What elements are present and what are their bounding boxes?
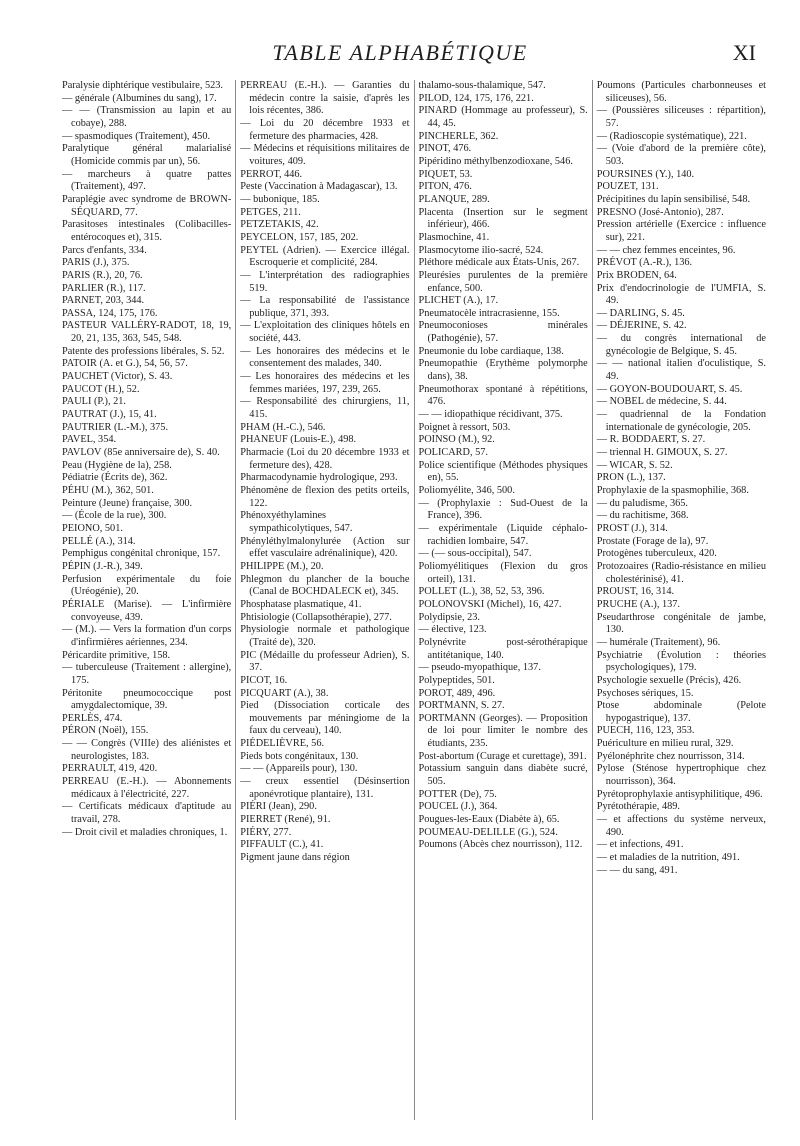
index-entry: PILOD, 124, 175, 176, 221. (418, 92, 534, 104)
index-entry: Parcs d'enfants, 334. (62, 244, 147, 256)
index-entry: Pemphigus congénital chronique, 157. (62, 548, 221, 560)
index-entry: PUECH, 116, 123, 353. (596, 725, 695, 737)
index-entry: PAUCOT (H.), 52. (62, 383, 140, 395)
index-entry: — — idiopathique récidivant, 375. (418, 409, 563, 421)
index-entry: — et infections, 491. (596, 839, 684, 851)
index-entry: Puériculture en milieu rural, 329. (596, 738, 734, 750)
index-entry: Péricardite primitive, 158. (62, 649, 171, 661)
index-entry: — tuberculeuse (Traitement : allergine), 175. (62, 662, 232, 686)
index-entry: PICQUART (A.), 38. (240, 687, 329, 699)
page-title: TABLE ALPHABÉTIQUE (272, 40, 528, 65)
index-entry: PAVEL, 354. (62, 434, 117, 446)
index-entry: PLANQUE, 289. (418, 193, 490, 205)
index-entry: PASSA, 124, 175, 176. (62, 307, 158, 319)
index-entry: — (École de la rue), 300. (62, 510, 167, 522)
index-entry: — générale (Albumines du sang), 17. (62, 92, 217, 104)
index-entry: POLLET (L.), 38, 52, 53, 396. (418, 586, 545, 598)
index-entry: Pseudarthrose congénitale de jambe, 130. (596, 611, 766, 636)
index-entry: PETZETAKIS, 42. (240, 219, 319, 231)
index-entry: Polypeptides, 501. (418, 674, 495, 686)
index-entry: PÉRIALE (Marise). — L'infirmière convoyeuse, 439. (62, 598, 232, 623)
index-entry: Peinture (Jeune) française, 300. (62, 497, 193, 509)
index-entry: Prix BRODEN, 64. (596, 269, 677, 281)
index-entry: PICOT, 16. (240, 674, 288, 686)
index-entry: PELLÉ (A.), 314. (62, 535, 136, 547)
index-entry: Péritonite pneumococcique post amygdalectomique, 39. (62, 687, 232, 712)
index-entry: Pied (Dissociation corticale des mouvements par méningiome de la faux du cerveau), 140. (240, 700, 410, 737)
index-entry: PERLÈS, 474. (62, 712, 123, 724)
index-entry: PIÉDELIÈVRE, 56. (240, 738, 325, 750)
index-entry: PINOT, 476. (418, 143, 472, 155)
index-entry: Pyrétoprophylaxie antisyphilitique, 496. (596, 788, 763, 800)
index-entry: Protozoaires (Radio-résistance en milieu cholestérinisé), 41. (596, 560, 766, 585)
index-entry: — (Prophylaxie : Sud-Ouest de la France), 396. (418, 497, 588, 522)
index-entry: Pneumopathie (Erythème polymorphe dans), 38. (418, 358, 588, 383)
index-entry: Poignet à ressort, 503. (418, 421, 511, 433)
index-entry: — triennal H. GIMOUX, S. 27. (596, 447, 728, 459)
index-entry: — GOYON-BOUDOUART, S. 45. (596, 383, 743, 395)
index-entry: Patente des professions libérales, S. 52. (62, 345, 225, 357)
index-entry: PATOIR (A. et G.), 54, 56, 57. (62, 358, 188, 370)
index-entry: Plasmochine, 41. (418, 231, 490, 243)
index-entry: — NOBEL de médecine, S. 44. (596, 396, 727, 408)
index-entry: Poumons (Particules charbonneuses et siliceuses), 56. (596, 80, 766, 104)
index-entry: Parasitoses intestinales (Colibacilles-entérocoques et), 315. (62, 219, 232, 243)
index-entry: PAUCHET (Victor), S. 43. (62, 371, 173, 383)
index-entry: — du paludisme, 365. (596, 497, 688, 509)
index-entry: PHAM (H.-C.), 546. (240, 421, 326, 433)
page-number: XI (732, 40, 756, 65)
index-entry: — du rachitisme, 368. (596, 510, 689, 522)
index-entry: PRÉVOT (A.-R.), 136. (596, 257, 693, 269)
index-entry: Physiologie normale et pathologique (Traité de), 320. (240, 624, 410, 648)
index-entry: Prophylaxie de la spasmophilie, 368. (596, 485, 749, 496)
index-entry: Pneumatocèle intracrasienne, 155. (418, 307, 560, 319)
index-entry: — Certificats médicaux d'aptitude au travail, 278. (62, 801, 232, 826)
index-entry: — pseudo-myopathique, 137. (418, 662, 541, 674)
index-entry: Pyélonéphrite chez nourrisson, 314. (596, 750, 745, 762)
index-entry: PEIONO, 501. (62, 522, 123, 534)
index-entry: Ptose abdominale (Pelote hypogastrique), 137. (596, 700, 766, 724)
index-entry: PAULI (P.), 21. (62, 396, 126, 408)
index-entry: — WICAR, S. 52. (596, 459, 673, 471)
index-entry: Peau (Hygiène de la), 258. (62, 459, 172, 471)
index-entry: — marcheurs à quatre pattes (Traitement), 497. (62, 168, 232, 193)
index-entry: POINSO (M.), 92. (418, 434, 495, 446)
index-entry: — (M.). — Vers la formation d'un corps d'infirmières aériennes, 234. (62, 624, 232, 648)
index-entry: Psychologie sexuelle (Précis), 426. (596, 674, 742, 686)
index-entry: POLICARD, 57. (418, 447, 489, 459)
index-entry: PARLIER (R.), 117. (62, 282, 146, 294)
index-entry: — élective, 123. (418, 624, 487, 636)
index-entry: PHILIPPE (M.), 20. (240, 560, 324, 572)
index-entry: Pression artérielle (Exercice : influence sur), 221. (596, 219, 766, 243)
index-column-3 (414, 80, 592, 1120)
index-entry: Pylose (Sténose hypertrophique chez nourrisson), 364. (596, 763, 766, 788)
index-entry: Prix d'endocrinologie de l'UMFIA, S. 49. (596, 282, 766, 307)
page-header (0, 38, 800, 72)
index-entry: — Les honoraires des médecins et le consentement des malades, 340. (240, 345, 410, 370)
index-entry: — Loi du 20 décembre 1933 et fermeture des pharmacies, 428. (240, 117, 410, 142)
index-entry: PIC (Médaille du professeur Adrien), S. 37. (240, 649, 410, 674)
index-entry: — DARLING, S. 45. (596, 307, 685, 319)
index-entry: Pneumoconioses minérales (Pathogénie), 57. (418, 320, 588, 345)
index-entry: Phosphatase plasmatique, 41. (240, 598, 362, 610)
index-entry: Peste (Vaccination à Madagascar), 13. (240, 181, 398, 193)
index-entry: PINARD (Hommage au professeur), S. 44, 45. (418, 105, 588, 129)
index-entry: Pédiatrie (Écrits de), 362. (62, 472, 168, 484)
index-entry: Protogènes tuberculeux, 420. (596, 548, 717, 560)
index-entry: — quadriennal de la Fondation internationale de gynécologie, 205. (596, 409, 766, 433)
index-entry: Post-abortum (Curage et curettage), 391. (418, 750, 587, 762)
index-entry: — L'exploitation des cliniques hôtels en société, 443. (240, 320, 410, 345)
index-entry: PARIS (J.), 375. (62, 257, 130, 269)
index-entry: PERROT, 446. (240, 168, 303, 180)
index-entry: Poliomyélite, 346, 500. (418, 485, 515, 496)
index-entry: PROUST, 16, 314. (596, 586, 675, 598)
index-entry: — L'interprétation des radiographies 519. (240, 269, 410, 294)
index-entry: thalamo-sous-thalamique, 547. (418, 80, 546, 91)
index-entry: POURSINES (Y.), 140. (596, 168, 695, 180)
index-entry: — bubonique, 185. (240, 193, 320, 205)
index-entry: Poliomyélitiques (Flexion du gros orteil), 131. (418, 560, 588, 585)
index-entry: Plasmocytome ilio-sacré, 524. (418, 244, 544, 256)
index-entry: — — (Transmission au lapin et au cobaye), 288. (62, 105, 232, 129)
index-entry: — La responsabilité de l'assistance publique, 371, 393. (240, 295, 410, 319)
index-entry: PAUTRIER (L.-M.), 375. (62, 421, 169, 433)
index-entry: PROST (J.), 314. (596, 522, 668, 534)
index-entry: — et affections du système nerveux, 490. (596, 814, 766, 838)
index-entry: — et maladies de la nutrition, 491. (596, 852, 740, 864)
index-entry: Paralytique général malarialisé (Homicide commis par un), 56. (62, 143, 232, 167)
index-entry: Pléthore médicale aux États-Unis, 267. (418, 257, 580, 269)
index-entry: PÉHU (M.), 362, 501. (62, 485, 154, 496)
index-entry: PORTMANN (Georges). — Proposition de loi pour limiter le nombre des étudiants, 235. (418, 712, 588, 750)
index-column-1 (62, 80, 235, 1120)
index-entry: Phényléthylmalonylurée (Action sur effet vasculaire adrénalinique), 420. (240, 535, 410, 560)
index-entry: POLONOVSKI (Michel), 16, 427. (418, 598, 562, 610)
index-entry: PARIS (R.), 20, 76. (62, 269, 143, 281)
index-entry: — — national italien d'oculistique, S. 49. (596, 358, 766, 383)
index-entry: PÉPIN (J.-R.), 349. (62, 560, 143, 572)
index-entry: — DÉJERINE, S. 42. (596, 320, 687, 332)
index-entry: Police scientifique (Méthodes physiques en), 55. (418, 459, 588, 484)
index-entry: Pyrétothérapie, 489. (596, 801, 680, 813)
index-entry: Phlegmon du plancher de la bouche (Canal de BOCHDALECK et), 345. (240, 573, 410, 598)
index-entry: Perfusion expérimentale du foie (Uréogénie), 20. (62, 573, 232, 598)
index-entry: PARNET, 203, 344. (62, 295, 145, 307)
index-entry: Polynévrite post-sérothérapique antitétanique, 140. (418, 636, 588, 661)
index-entry: POUMEAU-DELILLE (G.), 524. (418, 826, 558, 838)
index-entry: Phénoxyéthylamines sympathicolytiques, 547. (240, 510, 353, 534)
index-entry: PIFFAULT (C.), 41. (240, 839, 324, 851)
index-entry: PHANEUF (Louis-E.), 498. (240, 434, 357, 446)
index-entry: Pneumonie du lobe cardiaque, 138. (418, 345, 564, 357)
index-entry: — — chez femmes enceintes, 96. (596, 244, 736, 256)
index-entry: — — (Appareils pour), 130. (240, 763, 358, 775)
index-entry: PINCHERLE, 362. (418, 130, 499, 142)
index-entry: — — du sang, 491. (596, 864, 678, 876)
index-entry: PÉRON (Noël), 155. (62, 725, 149, 737)
index-entry: PIÉRI (Jean), 290. (240, 801, 317, 813)
index-entry: Pneumothorax spontané à répétitions, 476. (418, 383, 588, 408)
index-entry: PERREAU (E.-H.). — Abonnements médicaux à l'électricité, 227. (62, 776, 232, 800)
index-entry: PEYCELON, 157, 185, 202. (240, 231, 359, 243)
index-entry: PRESNO (José-Antonio), 287. (596, 206, 724, 218)
index-entry: PIERRET (René), 91. (240, 814, 331, 826)
index-entry: — — Congrès (VIIIe) des aliénistes et neurologistes, 183. (62, 738, 232, 762)
index-entry: — R. BODDAERT, S. 27. (596, 434, 706, 446)
index-entry: Phénomène de flexion des petits orteils, 122. (240, 485, 410, 509)
index-entry: PAVLOV (85e anniversaire de), S. 40. (62, 447, 220, 459)
index-entry: Prostate (Forage de la), 97. (596, 535, 709, 547)
index-entry: Pougues-les-Eaux (Diabète à), 65. (418, 814, 560, 826)
index-entry: Pipéridino méthylbenzodioxane, 546. (418, 155, 573, 167)
index-entry: PIQUET, 53. (418, 168, 473, 180)
index-entry: PEYTEL (Adrien). — Exercice illégal. Escroquerie et complicité, 284. (240, 244, 410, 269)
index-entry: — humérale (Traitement), 96. (596, 636, 721, 648)
index-entry: Polydipsie, 23. (418, 611, 480, 623)
index-entry: PLICHET (A.), 17. (418, 295, 499, 307)
index-entry: Pieds bots congénitaux, 130. (240, 750, 359, 762)
index-entry: — Les honoraires des médecins et les femmes mariées, 197, 239, 265. (240, 371, 410, 395)
index-entry: PORTMANN, S. 27. (418, 700, 505, 712)
index-entry: — (Poussières siliceuses : répartition), 57. (596, 105, 766, 129)
index-entry: POTTER (De), 75. (418, 788, 497, 800)
index-entry: Paraplégie avec syndrome de BROWN-SÉQUARD, 77. (62, 193, 232, 218)
index-entry: PERREAU (E.-H.). — Garanties du médecin contre la saisie, d'après les lois récentes, 386. (240, 80, 410, 117)
index-entry: PERRAULT, 419, 420. (62, 763, 158, 775)
index-entry: Psychiatrie (Évolution : théories psychologiques), 179. (596, 649, 766, 674)
index-entry: PITON, 476. (418, 181, 472, 193)
index-entry: PIÉRY, 277. (240, 826, 292, 838)
index-entry: — spasmodiques (Traitement), 450. (62, 130, 211, 142)
index-entry: Potassium sanguin dans diabète sucré, 505. (418, 763, 588, 788)
index-entry: Poumons (Abcès chez nourrisson), 112. (418, 839, 583, 851)
index-entry: — Médecins et réquisitions militaires de voitures, 409. (240, 143, 410, 167)
index-entry: PAUTRAT (J.), 15, 41. (62, 409, 157, 421)
index-entry: Psychoses sériques, 15. (596, 687, 694, 699)
index-entry: — du congrès international de gynécologie de Belgique, S. 45. (596, 333, 766, 357)
index-entry: Paralysie diphtérique vestibulaire, 523. (62, 80, 223, 91)
index-entry: — (— sous-occipital), 547. (418, 548, 532, 560)
index-entry: PASTEUR VALLÉRY-RADOT, 18, 19, 20, 21, 135, 363, 545, 548. (62, 320, 232, 345)
index-entry: — (Radioscopie systématique), 221. (596, 130, 747, 142)
index-entry: Précipitines du lapin sensibilisé, 548. (596, 193, 751, 205)
index-column-2 (235, 80, 413, 1120)
index-entry: — Responsabilité des chirurgiens, 11, 415. (240, 396, 410, 421)
index-entry: Pharmacie (Loi du 20 décembre 1933 et fermeture des), 428. (240, 447, 410, 471)
index-entry: PETGES, 211. (240, 206, 301, 218)
index-entry: Placenta (Insertion sur le segment inférieur), 466. (418, 206, 588, 231)
index-entry: PRON (L.), 137. (596, 472, 666, 484)
index-entry: — expérimentale (Liquide céphalo-rachidien lombaire, 547. (418, 522, 588, 547)
index-entry: PRUCHE (A.), 137. (596, 598, 680, 610)
index-entry: Pleurésies purulentes de la première enfance, 500. (418, 269, 588, 294)
index-entry: Phtisiologie (Collapsothérapie), 277. (240, 611, 392, 623)
index-entry: POUCEL (J.), 364. (418, 801, 498, 813)
index-column-4 (592, 80, 766, 1120)
index-entry: — creux essentiel (Désinsertion aponévrotique plantaire), 131. (240, 776, 410, 800)
index-entry: Pigment jaune dans région (240, 852, 350, 864)
index-columns (62, 80, 766, 1120)
index-entry: — (Voie d'abord de la première côte), 503. (596, 143, 766, 167)
index-entry: POROT, 489, 496. (418, 687, 496, 699)
index-entry: POUZET, 131. (596, 181, 659, 193)
index-entry: Pharmacodynamie hydrologique, 293. (240, 472, 398, 484)
index-entry: — Droit civil et maladies chroniques, 1. (62, 826, 228, 838)
